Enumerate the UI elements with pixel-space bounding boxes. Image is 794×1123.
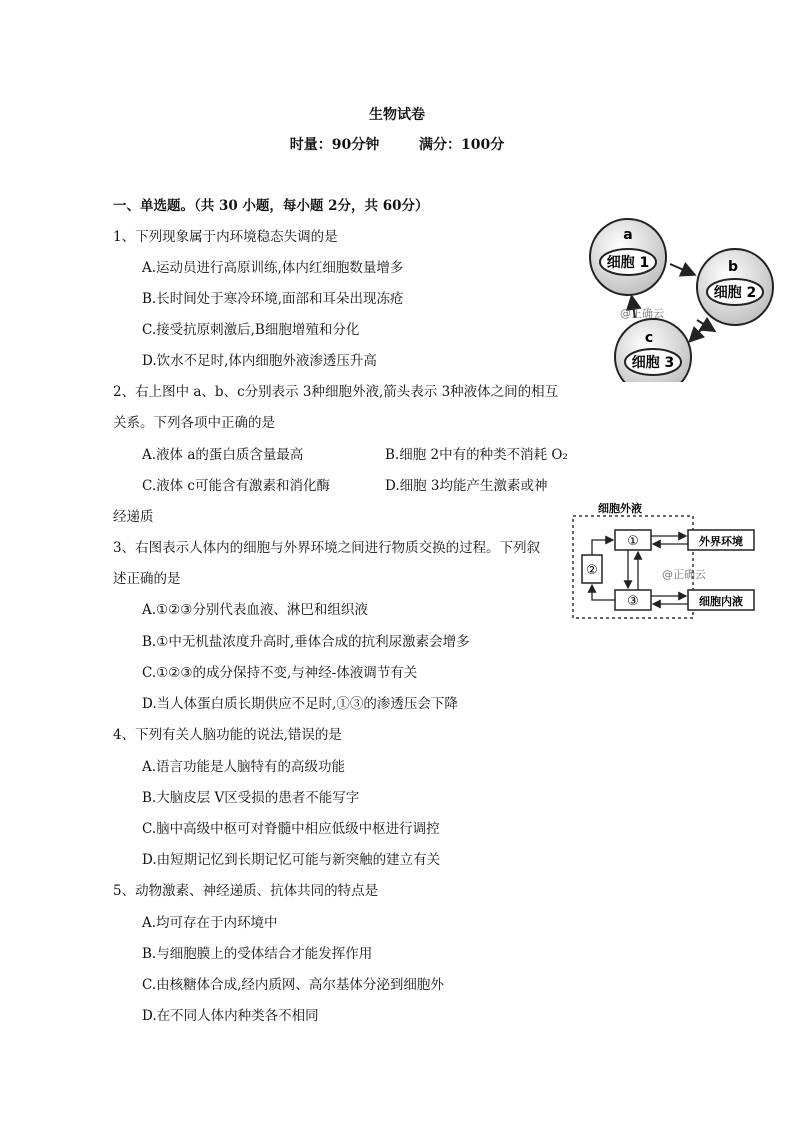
question-2-stem-line2: 关系。下列各项中正确的是 [113, 415, 275, 431]
exam-info [0, 134, 794, 154]
figure-1-watermark: @正确云 [620, 307, 664, 320]
question-2-stem-line1: 2、右上图中 a、b、c分别表示 3种细胞外液,箭头表示 3种液体之间的相互 [113, 384, 559, 400]
question-1-option-b: B.长时间处于寒冷环境,面部和耳朵出现冻疮 [142, 291, 404, 307]
fluid-c-label: c [644, 330, 654, 346]
time-limit: 时量：90分钟 [289, 137, 380, 153]
node-1-label: ① [627, 534, 639, 549]
page-title: 生物试卷 [369, 107, 425, 123]
intracellular-fluid-label: 细胞内液 [699, 595, 743, 608]
question-5-option-c: C.由核糖体合成,经内质网、高尔基体分泌到细胞外 [142, 977, 444, 993]
question-3-option-a: A.①②③分别代表血液、淋巴和组织液 [142, 602, 368, 618]
question-4-option-c: C.脑中高级中枢可对脊髓中相应低级中枢进行调控 [142, 821, 440, 837]
section-heading: 一、单选题。（共 30 小题，每小题 2分，共 60分） [113, 198, 429, 214]
arrow-3-to-2 [592, 585, 615, 600]
question-4-option-d: D.由短期记忆到长期记忆可能与新突触的建立有关 [142, 852, 441, 868]
question-5-option-d: D.在不同人体内种类各不相同 [142, 1008, 319, 1024]
node-2-label: ② [586, 563, 598, 578]
cell-3-label: 细胞 3 [631, 355, 675, 371]
question-3-option-d: D.当人体蛋白质长期供应不足时,①③的渗透压会下降 [142, 696, 458, 712]
cell-1-label: 细胞 1 [606, 255, 650, 271]
cell-2-label: 细胞 2 [713, 285, 757, 301]
external-environment-label: 外界环境 [699, 535, 743, 548]
arrow-a-to-b [670, 264, 693, 274]
question-3-option-c: C.①②③的成分保持不变,与神经-体液调节有关 [142, 665, 418, 681]
question-5-option-a: A.均可存在于内环境中 [142, 915, 278, 931]
question-3-stem-line1: 3、右图表示人体内的细胞与外界环境之间进行物质交换的过程。下列叙 [113, 540, 541, 556]
question-2-option-d: D.细胞 3均能产生激素或神 [385, 478, 548, 494]
question-2-option-d-wrap: 经递质 [113, 509, 154, 525]
question-2-option-a: A.液体 a的蛋白质含量最高 [142, 447, 304, 463]
question-3-stem-line2: 述正确的是 [113, 571, 181, 587]
fluid-b-label: b [727, 259, 739, 275]
question-4-option-b: B.大脑皮层 V区受损的患者不能写字 [142, 790, 360, 806]
question-4-option-a: A.语言功能是人脑特有的高级功能 [142, 759, 346, 775]
question-1-option-c: C.接受抗原刺激后,B细胞增殖和分化 [142, 322, 360, 338]
figure-2-watermark: @正确云 [662, 568, 706, 581]
question-2-option-c: C.液体 c可能含有激素和消化酶 [142, 478, 330, 494]
figure-fluids-diagram [585, 212, 785, 382]
question-3-option-b: B.①中无机盐浓度升高时,垂体合成的抗利尿激素会增多 [142, 634, 470, 650]
question-1-option-d: D.饮水不足时,体内细胞外液渗透压升高 [142, 353, 377, 369]
question-4-stem: 4、下列有关人脑功能的说法,错误的是 [113, 727, 342, 743]
arrow-b-to-c [691, 324, 707, 340]
question-1-option-a: A.运动员进行高原训练,体内红细胞数量增多 [142, 260, 404, 276]
fluid-a-label: a [623, 227, 633, 243]
full-score: 满分：100分 [419, 137, 505, 153]
figure-exchange-diagram [570, 500, 765, 622]
extracellular-fluid-title: 细胞外液 [598, 502, 642, 515]
node-3-label: ③ [627, 594, 639, 609]
question-1-stem: 1、下列现象属于内环境稳态失调的是 [113, 229, 338, 245]
question-2-option-b: B.细胞 2中有的种类不消耗 O₂ [385, 447, 568, 463]
arrow-2-to-1 [592, 540, 613, 555]
cell-3-circle [615, 319, 691, 382]
question-5-stem: 5、动物激素、神经递质、抗体共同的特点是 [113, 883, 379, 899]
question-5-option-b: B.与细胞膜上的受体结合才能发挥作用 [142, 946, 373, 962]
